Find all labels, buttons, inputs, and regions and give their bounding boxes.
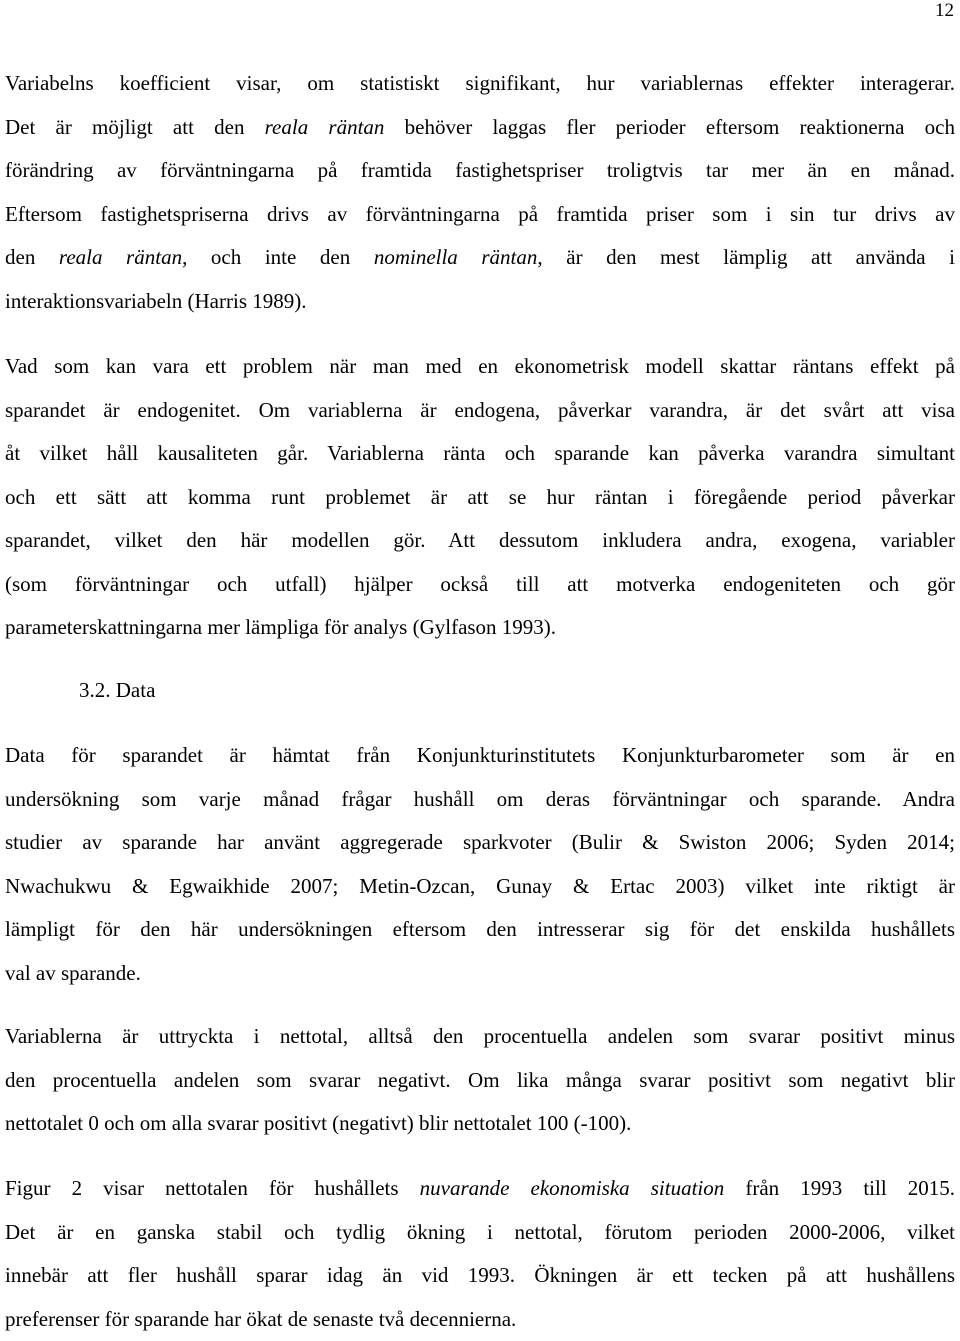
- text-line: [5, 778, 955, 822]
- italic-term: reala räntan: [59, 245, 182, 269]
- text-line: [5, 1254, 955, 1298]
- text-line: [5, 476, 955, 520]
- text-run: interaktionsvariabeln (Harris 1989).: [5, 289, 307, 313]
- text-run: lämpligt för den här undersökningen eftersom den intresserar sig för det enskilda hushållets: [5, 917, 955, 941]
- text-line: [5, 280, 955, 324]
- text-run: Eftersom fastighetspriserna drivs av förväntningarna på framtida priser som i sin tur drivs av: [5, 202, 955, 226]
- text-line: [5, 519, 955, 563]
- text-run: Variabelns koefficient visar, om statistiskt signifikant, hur variablernas effekter interagerar.: [5, 71, 955, 95]
- text-run: innebär att fler hushåll sparar idag än vid 1993. Ökningen är ett tecken på att hushållens: [5, 1263, 955, 1287]
- text-line: [5, 345, 955, 389]
- paragraph-2: [5, 345, 955, 650]
- text-run: sparandet, vilket den här modellen gör. Att dessutom inkludera andra, exogena, variabler: [5, 528, 955, 552]
- italic-term: nominella räntan: [374, 245, 538, 269]
- text-line: [5, 149, 955, 193]
- text-run: Variablerna är uttryckta i nettotal, alltså den procentuella andelen som svarar positivt minus: [5, 1024, 955, 1048]
- section-heading: 3.2. Data: [79, 676, 155, 704]
- text-line: [5, 1015, 955, 1059]
- text-line: [5, 1298, 955, 1341]
- text-line: [5, 1167, 955, 1211]
- text-line: [5, 952, 955, 996]
- text-run: , är den mest lämplig att använda i: [537, 245, 955, 269]
- text-run: den procentuella andelen som svarar negativt. Om lika många svarar positivt som negativt blir: [5, 1068, 955, 1092]
- text-line: [5, 236, 955, 280]
- text-run: Det är en ganska stabil och tydlig ökning i nettotal, förutom perioden 2000-2006, vilket: [5, 1220, 955, 1244]
- text-line: [5, 62, 955, 106]
- text-line: [5, 563, 955, 607]
- paragraph-5: [5, 1167, 955, 1341]
- text-line: [5, 1102, 955, 1146]
- text-run: (som förväntningar och utfall) hjälper också till att motverka endogeniteten och gör: [5, 572, 955, 596]
- text-run: den: [5, 245, 59, 269]
- page-number: 12: [935, 0, 954, 22]
- text-line: [5, 193, 955, 237]
- text-line: [5, 908, 955, 952]
- text-run: Data för sparandet är hämtat från Konjunkturinstitutets Konjunkturbarometer som är en: [5, 743, 955, 767]
- text-run: Nwachukwu & Egwaikhide 2007; Metin-Ozcan, Gunay & Ertac 2003) vilket inte riktigt är: [5, 874, 955, 898]
- text-run: val av sparande.: [5, 961, 141, 985]
- text-line: [5, 865, 955, 909]
- text-run: från 1993 till 2015.: [724, 1176, 955, 1200]
- text-run: nettotalet 0 och om alla svarar positivt (negativt) blir nettotalet 100 (-100).: [5, 1111, 631, 1135]
- paragraph-1: [5, 62, 955, 323]
- text-run: förändring av förväntningarna på framtida fastighetspriser troligtvis tar mer än en månad.: [5, 158, 955, 182]
- text-line: [5, 821, 955, 865]
- text-line: [5, 106, 955, 150]
- text-line: [5, 1211, 955, 1255]
- text-run: Vad som kan vara ett problem när man med en ekonometrisk modell skattar räntans effekt på: [5, 354, 955, 378]
- text-run: preferenser för sparande har ökat de senaste två decennierna.: [5, 1307, 516, 1331]
- text-run: Figur 2 visar nettotalen för hushållets: [5, 1176, 420, 1200]
- text-run: undersökning som varje månad frågar hushåll om deras förväntningar och sparande. Andra: [5, 787, 955, 811]
- text-run: studier av sparande har använt aggregerade sparkvoter (Bulir & Swiston 2006; Syden 2014;: [5, 830, 955, 854]
- text-line: [5, 1059, 955, 1103]
- text-line: [5, 734, 955, 778]
- text-run: Det är möjligt att den: [5, 115, 265, 139]
- paragraph-4: [5, 1015, 955, 1146]
- italic-term: nuvarande ekonomiska situation: [420, 1176, 725, 1200]
- paragraph-3: [5, 734, 955, 995]
- text-run: parameterskattningarna mer lämpliga för analys (Gylfason 1993).: [5, 615, 556, 639]
- text-run: och ett sätt att komma runt problemet är att se hur räntan i föregående period påverkar: [5, 485, 955, 509]
- text-line: [5, 432, 955, 476]
- italic-term: reala räntan: [265, 115, 385, 139]
- text-run: åt vilket håll kausaliteten går. Variablerna ränta och sparande kan påverka varandra simultant: [5, 441, 955, 465]
- text-run: behöver laggas fler perioder eftersom reaktionerna och: [384, 115, 955, 139]
- text-run: sparandet är endogenitet. Om variablerna är endogena, påverkar varandra, är det svårt att visa: [5, 398, 955, 422]
- text-line: [5, 606, 955, 650]
- text-run: , och inte den: [182, 245, 374, 269]
- text-line: [5, 389, 955, 433]
